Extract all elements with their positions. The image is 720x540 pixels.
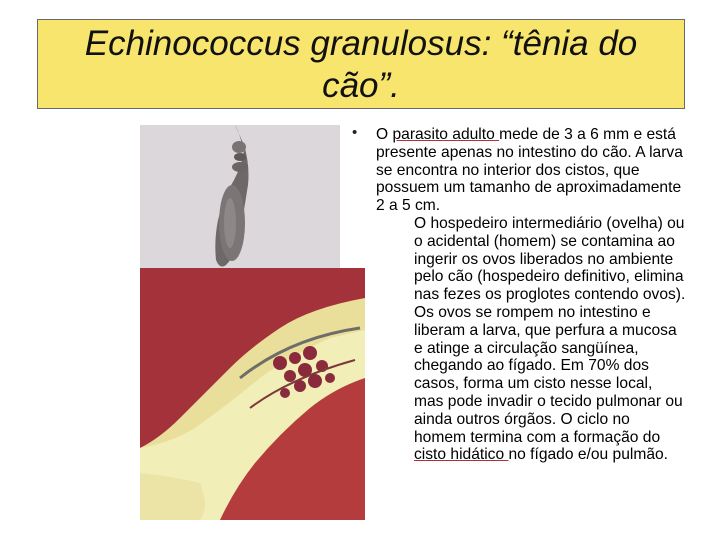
body-paragraph xyxy=(376,126,686,464)
second-paragraph xyxy=(376,215,686,464)
text-segment: no fígado e/ou pulmão. xyxy=(508,446,669,464)
text-segment: mede de 3 a 6 mm e está presente apenas no intestino do cão. A larva se encontra no interior dos cistos, que possuem um tamanho de aproximadamente 2 a 5 cm. xyxy=(376,126,683,215)
slide-title xyxy=(38,23,684,107)
slide-title-box xyxy=(37,19,685,109)
adult-worm-photo xyxy=(140,125,340,275)
slide-title-line-1: Echinococcus granulosus: “tênia do xyxy=(84,24,638,63)
histology-photo xyxy=(140,268,365,520)
bullet-marker: • xyxy=(352,124,358,141)
slide-title-line-2: cão”. xyxy=(322,66,400,105)
cisto-hidatico-link[interactable]: cisto hidático xyxy=(414,446,509,464)
text-segment: O hospedeiro intermediário (ovelha) ou o acidental (homem) se contamina ao ingerir os ovos liberados no ambiente pelo cão (hospedeiro definitivo, elimina nas fezes os proglotes contendo ovos). Os ovos se rompem no intestino e liberam a larva, que perfura a mucosa e atinge a circulação sangüínea, chegando ao fígado. Em 70% dos casos, forma um cisto nesse local, mas pode invadir o tecido pulmonar ou ainda outros órgãos. O ciclo no homem termina com a formação do xyxy=(414,214,686,446)
text-segment: O xyxy=(376,126,393,143)
parasito-adulto-link[interactable]: parasito adulto xyxy=(392,126,500,143)
